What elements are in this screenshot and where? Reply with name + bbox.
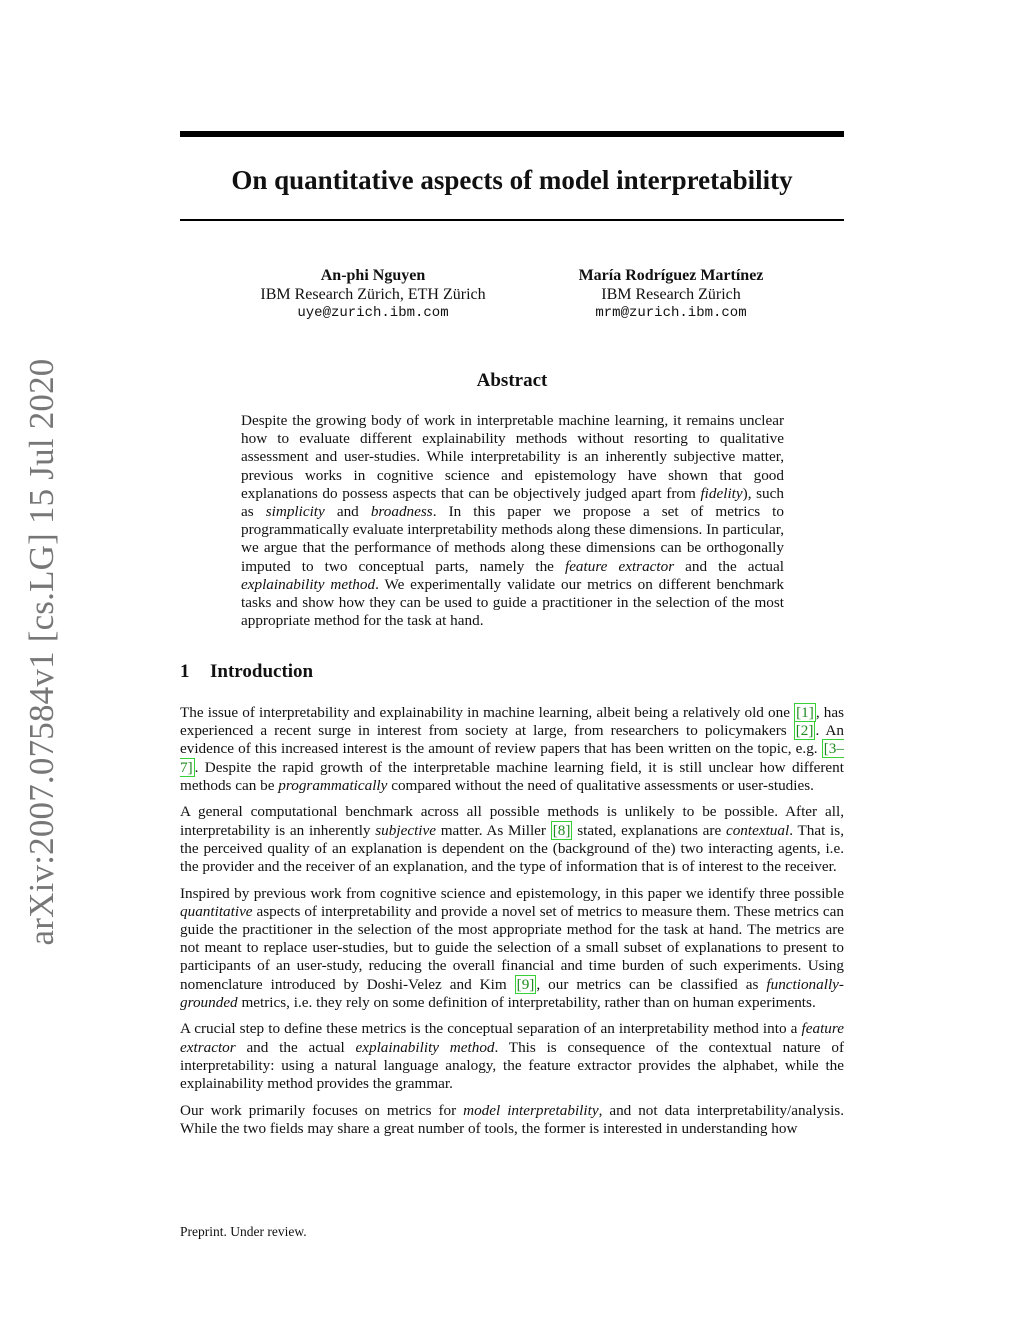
citation-link[interactable]: [8] [552,821,571,839]
emphasis: fidelity [700,484,743,502]
author-affiliation: IBM Research Zürich [601,286,741,303]
emphasis: explainability method [355,1038,495,1056]
author-block-2 [521,266,821,323]
paragraph-3: Inspired by previous work from cognitive science and epistemology, in this paper we identify three possible quantitative aspects of interpretability and provide a novel set of metrics to measure them. These metrics can guide the practitioner in the selection of the most appropriate method for the task at hand. The metrics are not meant to replace user-studies, but to guide the selection of a small subset of explanations to present to participants of an user-study, reducing the overall financial and time burden of such experiments. Using nomenclature introduced by Doshi-Velez and Kim [9] , our metrics can be classified as functionally-grounded metrics, i.e. they rely on some definition of interpretability, rather than on human experiments. [180,884,844,1011]
author-block-1 [223,266,523,323]
emphasis: feature extractor [564,557,675,575]
arxiv-identifier: arXiv:2007.07584v1 [cs.LG] 15 Jul 2020 [22,358,61,946]
emphasis: model interpretability [463,1101,599,1119]
title-bottom-rule [180,219,844,221]
citation-link[interactable]: [3–7] [180,740,844,776]
section-heading-introduction [180,661,313,683]
author-name: An-phi Nguyen [320,267,426,284]
emphasis: quantitative [180,902,253,920]
paragraph-4: A crucial step to define these metrics is the conceptual separation of an interpretability method into a feature extractor and the actual explainability method. This is consequence of the contextual nature of interpretability: using a natural language analogy, the feature extractor provides the alphabet, while the explainability method provides the grammar. [180,1020,845,1093]
author-name: María Rodríguez Martínez [578,267,764,284]
emphasis: explainability method [241,575,376,593]
author-affiliation: IBM Research Zürich, ETH Zürich [260,286,486,303]
paragraph-1: The issue of interpretability and explainability in machine learning, albeit being a relatively old one [1] , has experienced a recent surge in interest from society at large, from researchers to policymakers [2] . An evidence of this increased interest is the amount of review papers that has been written on the topic, e.g. [3–7] . Despite the rapid growth of the interpretable machine learning field, it is still unclear how different methods can be programmatically compared without the need of qualitative assessments or user-studies. [180,704,844,794]
title-top-rule [180,131,844,137]
paragraph-5: Our work primarily focuses on metrics for model interpretability, and not data interpretability/analysis. While the two fields may share a great number of tools, the former is interested in understanding how [180,1101,845,1137]
emphasis: subjective [375,821,436,839]
section-number: 1 [180,661,190,682]
emphasis: simplicity [265,503,325,521]
section-title: Introduction [210,661,314,682]
emphasis: broadness [370,503,433,521]
abstract-text: Despite the growing body of work in interpretable machine learning, it remains unclear how to evaluate different explainability methods without resorting to qualitative assessment and user-studies. While interpretability is an inherently subjective matter, previous works in cognitive science and epistemology have shown that good explanations do possess aspects that can be objectively judged apart from fidelity), such as simplicity and broadness. In this paper we propose a set of metrics to programmatically evaluate interpretability methods along these dimensions. In particular, we argue that the performance of methods along these dimensions can be orthogonally imputed to two conceptual parts, namely the feature extractor and the actual explainability method. We experimentally validate our metrics on different benchmark tasks and show how they can be used to guide a practitioner in the selection of the most appropriate method for the task at hand. [241,412,785,630]
emphasis: programmatically [278,776,388,794]
abstract-heading: Abstract [476,370,548,391]
emphasis: feature extractor [180,1020,844,1056]
emphasis: functionally-grounded [180,975,844,1011]
citation-link[interactable]: [9] [516,975,535,993]
author-email[interactable]: mrm@zurich.ibm.com [595,305,747,321]
emphasis: contextual [725,821,790,839]
introduction-body [180,704,844,1146]
citation-link[interactable]: [2] [795,722,814,740]
author-email[interactable]: uye@zurich.ibm.com [297,305,449,321]
paper-title: On quantitative aspects of model interpretability [231,165,793,195]
footer-note: Preprint. Under review. [180,1224,307,1239]
paragraph-2: A general computational benchmark across all possible methods is unlikely to be possible. After all, interpretability is an inherently subjective matter. As Miller [8] stated, explanations are contextual. That is, the perceived quality of an explanation is dependent on the (background of the) two interacting agents, i.e. the provider and the receiver of an explanation, and the type of information that is of interest to the receiver. [180,803,844,876]
citation-link[interactable]: [1] [796,704,814,721]
